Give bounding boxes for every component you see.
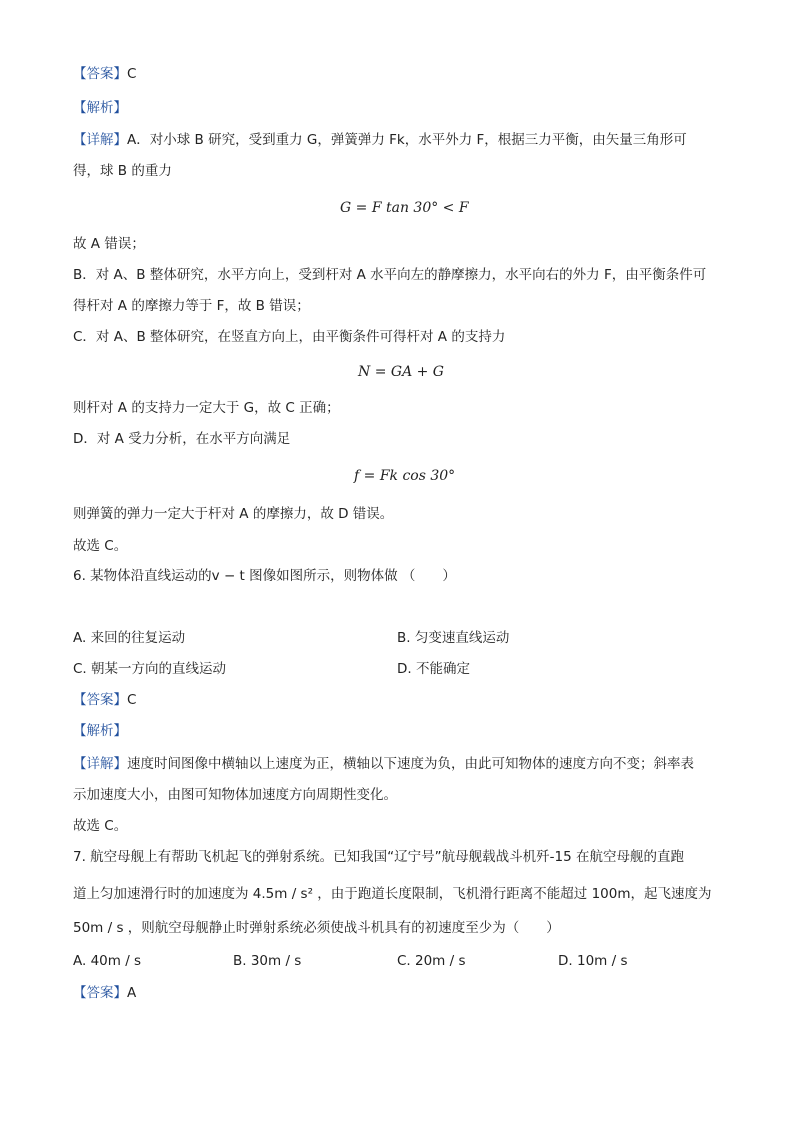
answer-tag: 【答案】 [73, 985, 127, 1001]
detail-text: 速度时间图像中横轴以上速度为正，横轴以下速度为负，由此可知物体的速度方向不变；斜率表 [127, 756, 694, 772]
q7-stem-line-3: 50m / s ，则航空母舰静止时弹射系统必须使战斗机具有的初速度至少为（ ） [73, 920, 560, 936]
q7-option-a: A. 40m / s [73, 953, 142, 969]
q6-option-b: B. 匀变速直线运动 [397, 630, 510, 646]
analysis-tag: 【解析】 [73, 100, 127, 116]
detail-line-1 [73, 130, 687, 150]
conclusion-d: 则弹簧的弹力一定大于杆对 A 的摩擦力，故 D 错误。 [73, 506, 394, 522]
q7-option-c: C. 20m / s [397, 953, 466, 969]
conclusion-c: 则杆对 A 的支持力一定大于 G，故 C 正确； [73, 400, 340, 416]
equation-normal-force: N = GA + G [358, 364, 444, 380]
final-choice-q6: 故选 C。 [73, 818, 128, 834]
conclusion-a: 故 A 错误； [73, 236, 145, 252]
q5-answer-line [73, 64, 136, 84]
detail-line-2: 得，球 B 的重力 [73, 163, 172, 179]
answer-value: C [127, 692, 137, 708]
q6-option-c: C. 朝某一方向的直线运动 [73, 661, 227, 677]
final-choice-q5: 故选 C。 [73, 538, 128, 554]
q6-stem: 6. 某物体沿直线运动的v − t 图像如图所示，则物体做 （ ） [73, 568, 456, 584]
answer-value: A [127, 985, 137, 1001]
detail-text: A．对小球 B 研究，受到重力 G，弹簧弹力 Fk，水平外力 F，根据三力平衡，由矢量三角形可 [127, 132, 687, 148]
detail-b-line-2: 得杆对 A 的摩擦力等于 F，故 B 错误； [73, 298, 310, 314]
detail-d: D．对 A 受力分析，在水平方向满足 [73, 431, 291, 447]
q7-option-b: B. 30m / s [233, 953, 302, 969]
q7-option-d: D. 10m / s [558, 953, 628, 969]
q6-option-a: A. 来回的往复运动 [73, 630, 186, 646]
detail-tag: 【详解】 [73, 132, 127, 148]
q7-stem-line-2: 道上匀加速滑行时的加速度为 4.5m / s² ，由于跑道长度限制，飞机滑行距离不能超过 100m，起飞速度为 [73, 886, 712, 902]
q7-stem-line-1: 7. 航空母舰上有帮助飞机起飞的弹射系统。已知我国“辽宁号”航母舰载战斗机歼-15 在航空母舰的直跑 [73, 849, 684, 865]
detail-tag: 【详解】 [73, 756, 127, 772]
detail-c: C．对 A、B 整体研究，在竖直方向上，由平衡条件可得杆对 A 的支持力 [73, 329, 506, 345]
q6-detail-line-1 [73, 754, 694, 774]
detail-b-line-1: B．对 A、B 整体研究，水平方向上，受到杆对 A 水平向左的静摩擦力，水平向右的外力 F，由平衡条件可 [73, 267, 707, 283]
answer-tag: 【答案】 [73, 66, 127, 82]
equation-gravity: G = F tan 30° < F [340, 200, 469, 216]
answer-tag: 【答案】 [73, 692, 127, 708]
equation-friction: f = Fk cos 30° [354, 468, 456, 484]
q6-analysis-tag: 【解析】 [73, 723, 127, 739]
q7-answer-line [73, 983, 136, 1003]
answer-value: C [127, 66, 137, 82]
q6-option-d: D. 不能确定 [397, 661, 470, 677]
q6-answer-line [73, 690, 136, 710]
q6-detail-line-2: 示加速度大小，由图可知物体加速度方向周期性变化。 [73, 787, 397, 803]
